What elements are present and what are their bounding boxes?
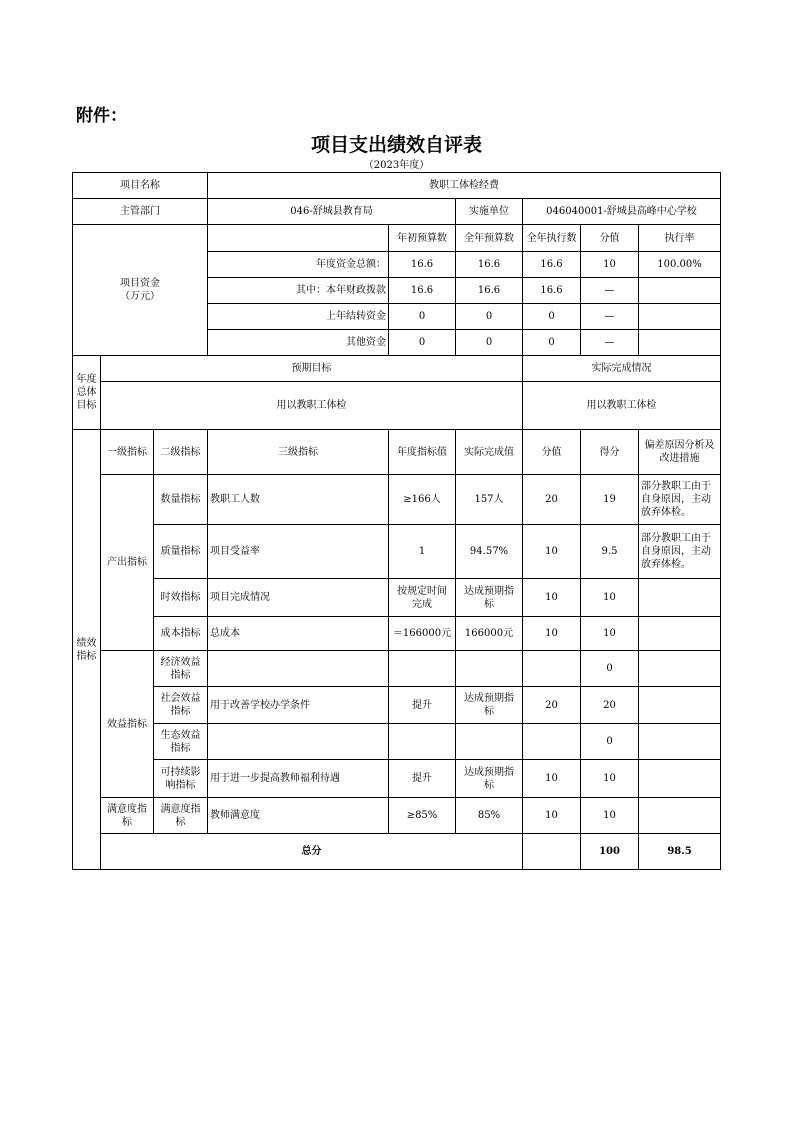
funds-header: 全年预算数 <box>456 225 523 252</box>
got-cell: 10 <box>581 579 639 617</box>
perf-header: 得分 <box>581 430 639 475</box>
perf-header: 三级指标 <box>208 430 389 475</box>
dept-value: 046-舒城县教育局 <box>208 199 456 225</box>
reason-cell: 部分教职工由于 自身原因，主动 放弃体检。 <box>639 525 721 579</box>
funds-cell <box>639 330 721 356</box>
actual-cell: 157人 <box>456 475 523 525</box>
reason-cell <box>639 687 721 724</box>
l3-cell <box>208 651 389 687</box>
l2-cell: 数量指标 <box>154 475 208 525</box>
l3-cell: 用于进一步提高教师福利待遇 <box>208 760 389 798</box>
l3-cell: 总成本 <box>208 617 389 651</box>
total-got: 98.5 <box>639 834 721 870</box>
actual-completion: 用以教职工体检 <box>523 382 721 430</box>
target-cell <box>389 724 456 760</box>
funds-cell: 16.6 <box>523 252 581 278</box>
actual-completion-label: 实际完成情况 <box>523 356 721 382</box>
score-cell: 10 <box>523 798 581 834</box>
funds-cell: 0 <box>523 304 581 330</box>
l2-cell: 社会效益 指标 <box>154 687 208 724</box>
actual-cell <box>456 651 523 687</box>
l3-cell: 项目完成情况 <box>208 579 389 617</box>
perf-header: 实际完成值 <box>456 430 523 475</box>
got-cell: 0 <box>581 724 639 760</box>
actual-cell: 166000元 <box>456 617 523 651</box>
reason-cell <box>639 651 721 687</box>
project-name-row <box>73 173 721 199</box>
expected-goal-label: 预期目标 <box>101 356 523 382</box>
funds-header: 执行率 <box>639 225 721 252</box>
actual-cell: 85% <box>456 798 523 834</box>
reason-cell <box>639 617 721 651</box>
department-row <box>73 199 721 225</box>
got-cell: 10 <box>581 760 639 798</box>
perf-row <box>73 579 721 617</box>
perf-row <box>73 525 721 579</box>
funds-row-label: 其中：本年财政拨款 <box>208 278 389 304</box>
funds-cell: 10 <box>581 252 639 278</box>
perf-header: 二级指标 <box>154 430 208 475</box>
target-cell: 按规定时间 完成 <box>389 579 456 617</box>
total-score: 100 <box>581 834 639 870</box>
form-year: （2023年度） <box>363 160 430 171</box>
perf-label: 绩效 指标 <box>73 430 101 870</box>
actual-cell: 达成预期指 标 <box>456 579 523 617</box>
score-cell <box>523 651 581 687</box>
score-cell: 20 <box>523 687 581 724</box>
funds-cell: — <box>581 278 639 304</box>
funds-header: 分值 <box>581 225 639 252</box>
l3-cell: 用于改善学校办学条件 <box>208 687 389 724</box>
perf-header: 一级指标 <box>101 430 154 475</box>
got-cell: 10 <box>581 798 639 834</box>
funds-cell <box>639 304 721 330</box>
l2-cell: 时效指标 <box>154 579 208 617</box>
funds-cell: 0 <box>523 330 581 356</box>
score-cell: 10 <box>523 525 581 579</box>
project-name-label: 项目名称 <box>73 173 208 199</box>
l3-cell: 教师满意度 <box>208 798 389 834</box>
l2-cell: 可持续影 响指标 <box>154 760 208 798</box>
funds-cell: 0 <box>389 330 456 356</box>
perf-row <box>73 760 721 798</box>
form-title: 项目支出绩效自评表 <box>310 134 482 156</box>
reason-cell <box>639 579 721 617</box>
l2-cell: 经济效益 指标 <box>154 651 208 687</box>
got-cell: 10 <box>581 617 639 651</box>
funds-header: 全年执行数 <box>523 225 581 252</box>
perf-row <box>73 724 721 760</box>
actual-cell: 94.57% <box>456 525 523 579</box>
score-cell: 10 <box>523 579 581 617</box>
perf-row <box>73 617 721 651</box>
got-cell: 20 <box>581 687 639 724</box>
funds-cell: — <box>581 304 639 330</box>
perf-header: 年度指标值 <box>389 430 456 475</box>
l3-cell: 教职工人数 <box>208 475 389 525</box>
goals-label: 年度 总体 目标 <box>73 356 101 430</box>
funds-cell <box>639 278 721 304</box>
perf-row <box>73 687 721 724</box>
funds-cell: 16.6 <box>456 278 523 304</box>
reason-cell: 部分教职工由于 自身原因，主动 放弃体检。 <box>639 475 721 525</box>
funds-cell: 16.6 <box>389 252 456 278</box>
score-cell <box>523 724 581 760</box>
funds-row-label: 年度资金总额： <box>208 252 389 278</box>
target-cell: ≥85% <box>389 798 456 834</box>
expected-goal: 用以教职工体检 <box>101 382 523 430</box>
perf-header: 分值 <box>523 430 581 475</box>
perf-row <box>73 798 721 834</box>
target-cell: 1 <box>389 525 456 579</box>
reason-cell <box>639 760 721 798</box>
score-cell: 10 <box>523 760 581 798</box>
unit-value: 046040001-舒城县高峰中心学校 <box>523 199 721 225</box>
target-cell: 提升 <box>389 760 456 798</box>
actual-cell: 达成预期指 标 <box>456 687 523 724</box>
target-cell: ≥166人 <box>389 475 456 525</box>
funds-label: 项目资金 （万元） <box>73 225 208 356</box>
funds-cell: 0 <box>456 304 523 330</box>
funds-header: 年初预算数 <box>389 225 456 252</box>
l3-cell: 项目受益率 <box>208 525 389 579</box>
perf-header: 偏差原因分析及 改进措施 <box>639 430 721 475</box>
funds-cell: 16.6 <box>456 252 523 278</box>
funds-cell: 0 <box>456 330 523 356</box>
total-label: 总分 <box>101 834 523 870</box>
benefit-indicator-label: 效益指标 <box>101 651 154 798</box>
output-indicator-label: 产出指标 <box>101 475 154 651</box>
funds-cell: 16.6 <box>523 278 581 304</box>
total-blank <box>523 834 581 870</box>
funds-cell: 0 <box>389 304 456 330</box>
got-cell: 19 <box>581 475 639 525</box>
project-name-value: 教职工体检经费 <box>208 173 721 199</box>
funds-cell: 16.6 <box>389 278 456 304</box>
satisfaction-indicator-label: 满意度指 标 <box>101 798 154 834</box>
unit-label: 实施单位 <box>456 199 523 225</box>
target-cell: 提升 <box>389 687 456 724</box>
funds-header-blank <box>208 225 389 252</box>
evaluation-table <box>72 172 721 870</box>
l2-cell: 质量指标 <box>154 525 208 579</box>
attachment-label: 附件： <box>76 106 127 126</box>
actual-cell: 达成预期指 标 <box>456 760 523 798</box>
funds-row-label: 其他资金 <box>208 330 389 356</box>
goals-header-row <box>73 356 721 382</box>
total-row <box>73 834 721 870</box>
got-cell: 9.5 <box>581 525 639 579</box>
l2-cell: 成本指标 <box>154 617 208 651</box>
funds-cell: — <box>581 330 639 356</box>
dept-label: 主管部门 <box>73 199 208 225</box>
goals-content-row <box>73 382 721 430</box>
funds-header-row <box>73 225 721 252</box>
funds-row-label: 上年结转资金 <box>208 304 389 330</box>
score-cell: 20 <box>523 475 581 525</box>
reason-cell <box>639 724 721 760</box>
target-cell: ＝166000元 <box>389 617 456 651</box>
perf-row <box>73 475 721 525</box>
l2-cell: 满意度指 标 <box>154 798 208 834</box>
l3-cell <box>208 724 389 760</box>
actual-cell <box>456 724 523 760</box>
got-cell: 0 <box>581 651 639 687</box>
perf-row <box>73 651 721 687</box>
perf-header-row <box>73 430 721 475</box>
target-cell <box>389 651 456 687</box>
funds-cell: 100.00% <box>639 252 721 278</box>
score-cell: 10 <box>523 617 581 651</box>
reason-cell <box>639 798 721 834</box>
l2-cell: 生态效益 指标 <box>154 724 208 760</box>
